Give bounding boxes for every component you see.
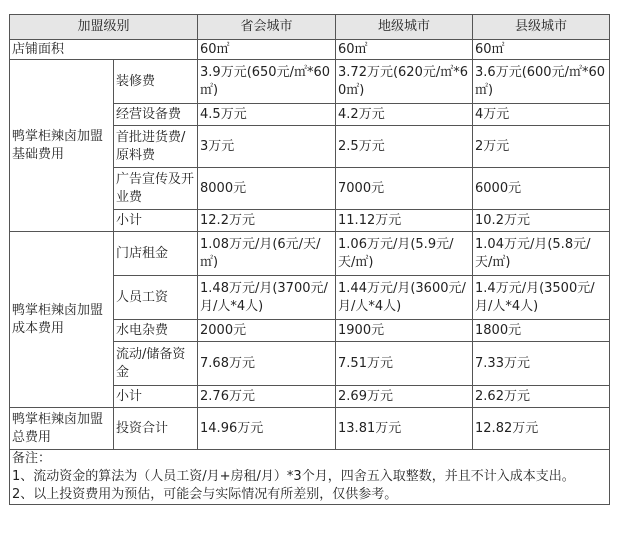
row-label: 广告宣传及开业费: [114, 168, 198, 210]
area-value-county: 60㎡: [473, 40, 610, 60]
total-county: 12.82万元: [473, 408, 610, 450]
total-prefecture: 13.81万元: [336, 408, 473, 450]
cell-prefecture: 2.69万元: [336, 386, 473, 408]
row-label: 门店租金: [114, 232, 198, 276]
row-label: 装修费: [114, 60, 198, 104]
cell-provincial: 7.68万元: [198, 342, 336, 386]
fee-table-container: [9, 14, 610, 505]
table-row: [10, 232, 610, 276]
header-prefecture: 地级城市: [336, 15, 473, 40]
cell-provincial: 8000元: [198, 168, 336, 210]
table-row: [10, 60, 610, 104]
cell-prefecture: 2.5万元: [336, 126, 473, 168]
cell-county: 1800元: [473, 320, 610, 342]
cell-provincial: 2.76万元: [198, 386, 336, 408]
cell-prefecture: 7.51万元: [336, 342, 473, 386]
header-provincial: 省会城市: [198, 15, 336, 40]
area-value-prefecture: 60㎡: [336, 40, 473, 60]
row-label: 首批进货费/原料费: [114, 126, 198, 168]
row-label: 水电杂费: [114, 320, 198, 342]
notes-title: 备注：: [12, 451, 52, 466]
cell-provincial: 2000元: [198, 320, 336, 342]
row-label: 经营设备费: [114, 104, 198, 126]
cell-prefecture: 1900元: [336, 320, 473, 342]
cell-county: 4万元: [473, 104, 610, 126]
note-item-1: 1、流动资金的算法为（人员工资/月+房租/月）*3个月，四舍五入取整数，并且不计入成本支出。: [12, 469, 575, 484]
cell-county: 1.04万元/月(5.8元/天/㎡): [473, 232, 610, 276]
cell-prefecture: 7000元: [336, 168, 473, 210]
basic-fee-group-label: 鸭掌柜辣卤加盟基础费用: [10, 60, 114, 232]
note-item-2: 2、以上投资费用为预估，可能会与实际情况有所差别，仅供参考。: [12, 487, 398, 502]
cell-prefecture: 1.06万元/月(5.9元/天/㎡): [336, 232, 473, 276]
cell-prefecture: 4.2万元: [336, 104, 473, 126]
row-label: 流动/储备资金: [114, 342, 198, 386]
table-row: [10, 40, 610, 60]
total-label: 投资合计: [114, 408, 198, 450]
cell-prefecture: 11.12万元: [336, 210, 473, 232]
row-label: 人员工资: [114, 276, 198, 320]
area-value-provincial: 60㎡: [198, 40, 336, 60]
subtotal-label: 小计: [114, 210, 198, 232]
cell-provincial: 1.08万元/月(6元/天/㎡): [198, 232, 336, 276]
cell-county: 2.62万元: [473, 386, 610, 408]
cell-provincial: 3.9万元(650元/㎡*60㎡): [198, 60, 336, 104]
cell-county: 1.4万元/月(3500元/月/人*4人): [473, 276, 610, 320]
cell-county: 3.6万元(600元/㎡*60㎡): [473, 60, 610, 104]
cell-prefecture: 1.44万元/月(3600元/月/人*4人): [336, 276, 473, 320]
cell-county: 7.33万元: [473, 342, 610, 386]
cell-county: 2万元: [473, 126, 610, 168]
header-county: 县级城市: [473, 15, 610, 40]
notes-row: [10, 450, 610, 505]
header-row: [10, 15, 610, 40]
notes-cell: [10, 450, 610, 505]
cell-county: 6000元: [473, 168, 610, 210]
cell-provincial: 1.48万元/月(3700元/月/人*4人): [198, 276, 336, 320]
franchise-fee-table: [9, 14, 610, 505]
cell-provincial: 4.5万元: [198, 104, 336, 126]
cell-county: 10.2万元: [473, 210, 610, 232]
area-label: 店铺面积: [10, 40, 198, 60]
total-fee-group-label: 鸭掌柜辣卤加盟总费用: [10, 408, 114, 450]
subtotal-label: 小计: [114, 386, 198, 408]
cell-prefecture: 3.72万元(620元/㎡*60㎡): [336, 60, 473, 104]
header-level: 加盟级别: [10, 15, 198, 40]
cell-provincial: 12.2万元: [198, 210, 336, 232]
cell-provincial: 3万元: [198, 126, 336, 168]
table-row: [10, 408, 610, 450]
total-provincial: 14.96万元: [198, 408, 336, 450]
cost-fee-group-label: 鸭掌柜辣卤加盟成本费用: [10, 232, 114, 408]
